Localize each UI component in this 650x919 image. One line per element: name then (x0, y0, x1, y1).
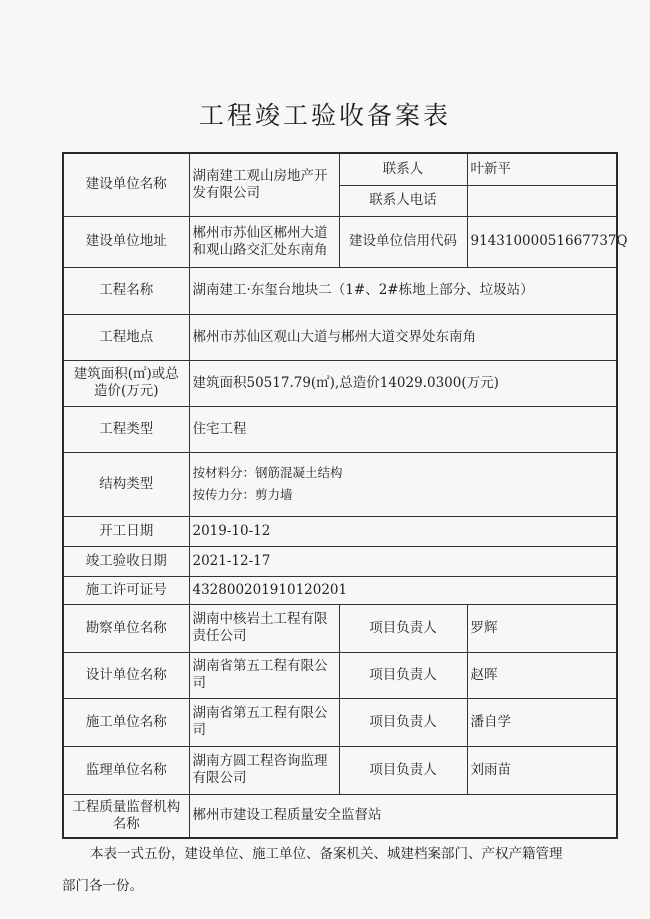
contact-phone-label: 联系人电话 (339, 185, 467, 216)
project-type-value: 住宅工程 (189, 406, 617, 452)
design-unit-value: 湖南省第五工程有限公司 (189, 652, 339, 698)
permit-no-value: 432800201910120201 (189, 576, 617, 604)
project-site-value: 郴州市苏仙区观山大道与郴州大道交界处东南角 (189, 314, 617, 360)
construction-leader-label: 项目负责人 (339, 698, 467, 746)
construction-leader-value: 潘自学 (467, 698, 617, 746)
footer-line-2: 部门各一份。 (62, 878, 143, 894)
project-site-label: 工程地点 (63, 314, 189, 360)
project-name-label: 工程名称 (63, 267, 189, 314)
construction-unit-label: 施工单位名称 (63, 698, 189, 746)
structure-by-material: 按材料分：钢筋混凝土结构 (192, 465, 343, 480)
builder-address-value: 郴州市苏仙区郴州大道和观山路交汇处东南角 (189, 216, 339, 267)
area-cost-label: 建筑面积(㎡)或总造价(万元) (63, 360, 189, 406)
builder-name-value: 湖南建工观山房地产开发有限公司 (189, 153, 339, 216)
contact-value: 叶新平 (467, 153, 617, 185)
supervision-leader-label: 项目负责人 (339, 746, 467, 794)
credit-code-label: 建设单位信用代码 (339, 216, 467, 267)
area-cost-value: 建筑面积50517.79(㎡),总造价14029.0300(万元) (189, 360, 617, 406)
permit-no-label: 施工许可证号 (63, 576, 189, 604)
project-name-value: 湖南建工·东玺台地块二（1#、2#栋地上部分、垃圾站） (189, 267, 617, 314)
survey-unit-value: 湖南中核岩土工程有限责任公司 (189, 604, 339, 652)
quality-agency-label: 工程质量监督机构名称 (63, 794, 189, 838)
quality-agency-value: 郴州市建设工程质量安全监督站 (189, 794, 617, 838)
acceptance-date-value: 2021-12-17 (189, 546, 617, 576)
footer-note (62, 838, 630, 902)
supervision-unit-label: 监理单位名称 (63, 746, 189, 794)
start-date-value: 2019-10-12 (189, 516, 617, 546)
supervision-unit-value: 湖南方圆工程咨询监理有限公司 (189, 746, 339, 794)
builder-address-label: 建设单位地址 (63, 216, 189, 267)
design-leader-label: 项目负责人 (339, 652, 467, 698)
design-unit-label: 设计单位名称 (63, 652, 189, 698)
survey-unit-label: 勘察单位名称 (63, 604, 189, 652)
filing-form-table (62, 152, 628, 839)
structure-label: 结构类型 (63, 452, 189, 516)
survey-leader-value: 罗辉 (467, 604, 617, 652)
contact-phone-value (467, 185, 617, 216)
structure-by-force: 按传力分：剪力墙 (192, 487, 293, 502)
acceptance-date-label: 竣工验收日期 (63, 546, 189, 576)
footer-line-1: 本表一式五份，建设单位、施工单位、备案机关、城建档案部门、产权产籍管理 (90, 846, 563, 862)
survey-leader-label: 项目负责人 (339, 604, 467, 652)
supervision-leader-value: 刘雨苗 (467, 746, 617, 794)
construction-unit-value: 湖南省第五工程有限公司 (189, 698, 339, 746)
builder-name-label: 建设单位名称 (63, 153, 189, 216)
start-date-label: 开工日期 (63, 516, 189, 546)
contact-label: 联系人 (339, 153, 467, 185)
credit-code-value: 91431000051667737Q (467, 216, 617, 267)
project-type-label: 工程类型 (63, 406, 189, 452)
form-title: 工程竣工验收备案表 (198, 101, 451, 130)
structure-value (189, 452, 617, 516)
design-leader-value: 赵晖 (467, 652, 617, 698)
